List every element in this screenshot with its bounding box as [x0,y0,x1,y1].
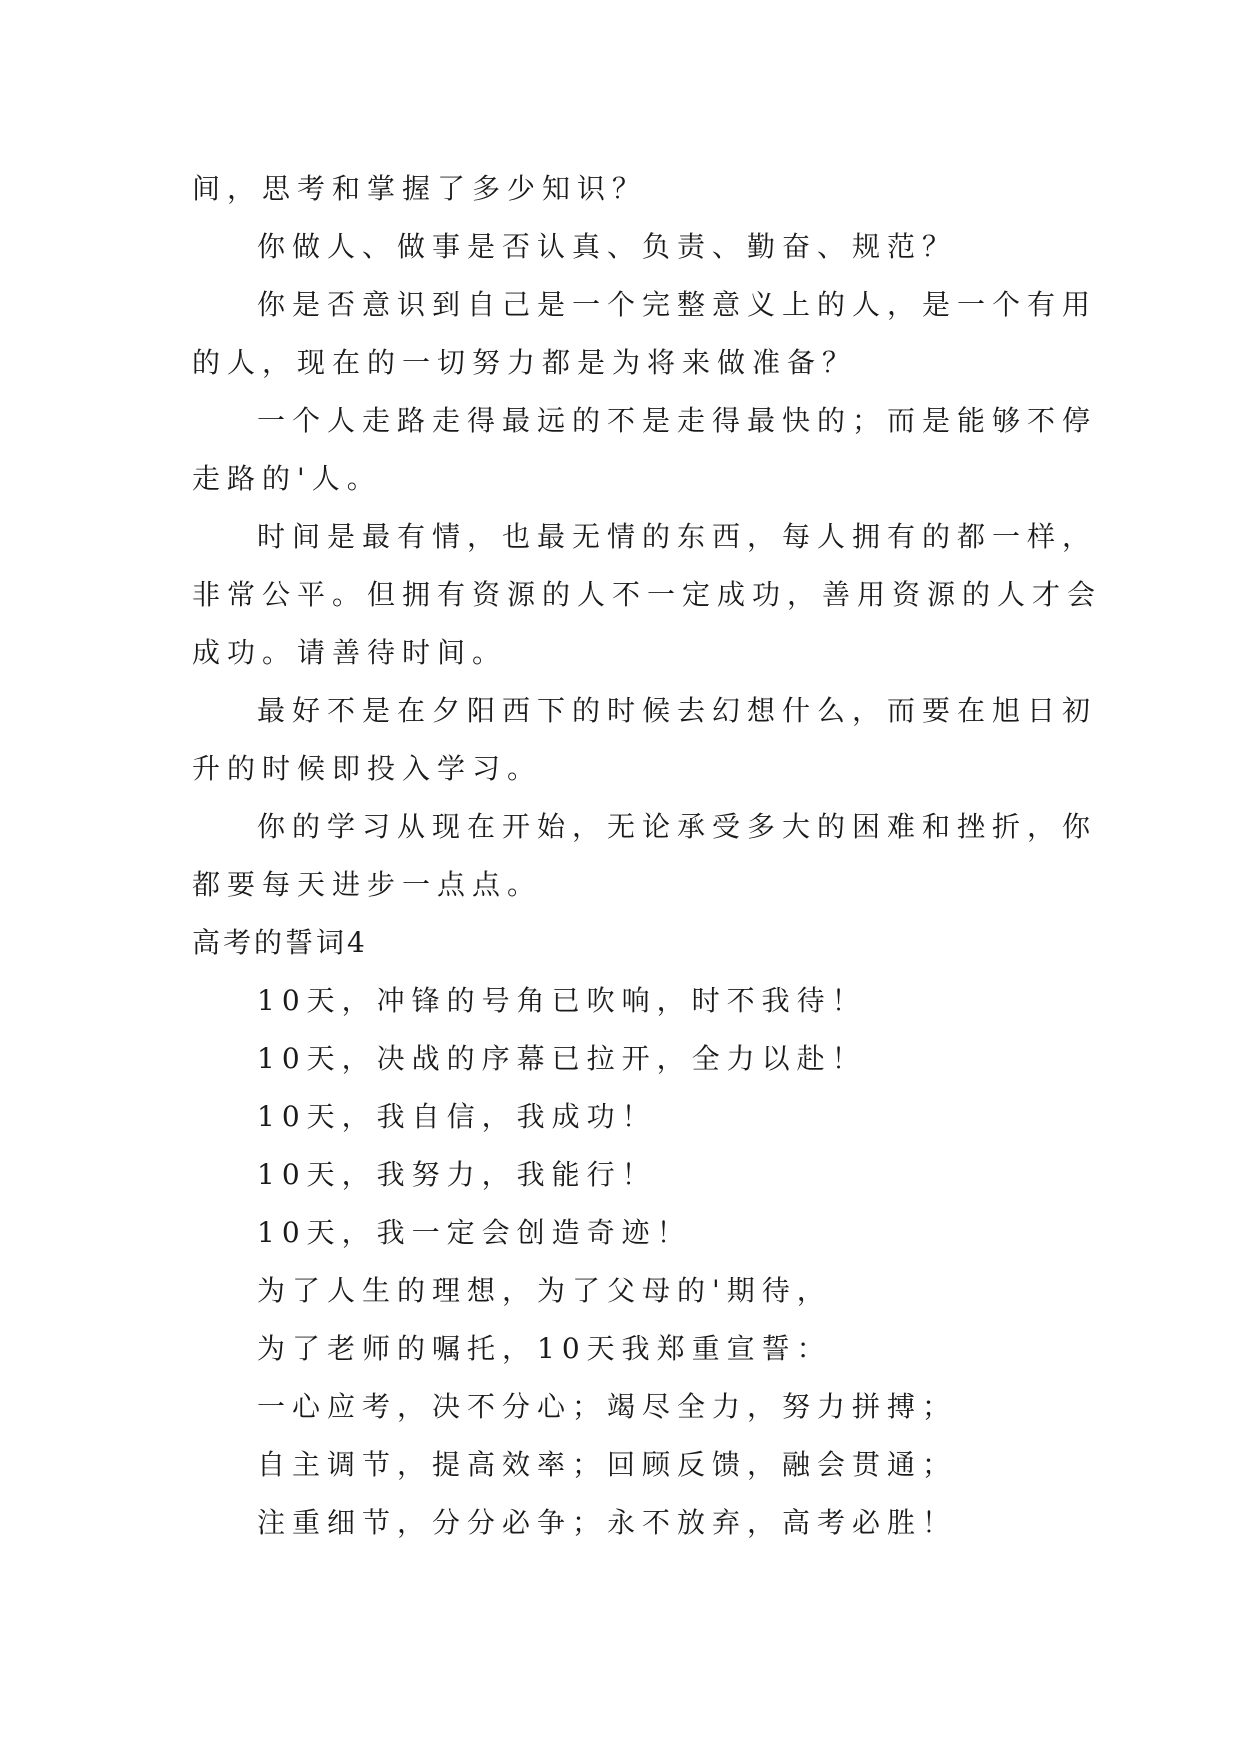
text-line: 为了老师的嘱托，10天我郑重宣誓： [257,1332,832,1365]
text-line: 一心应考，决不分心；竭尽全力，努力拼搏； [257,1390,958,1423]
text-line: 你的学习从现在开始，无论承受多大的困难和挫折，你 [257,810,1098,843]
text-line: 你是否意识到自己是一个完整意义上的人，是一个有用 [257,288,1098,321]
text-line: 10天，冲锋的号角已吹响，时不我待！ [257,984,867,1017]
text-line: 非常公平。但拥有资源的人不一定成功，善用资源的人才会 [192,578,1103,611]
text-line: 你做人、做事是否认真、负责、勤奋、规范？ [257,230,958,263]
text-line: 成功。请善待时间。 [192,636,508,669]
text-line: 的人，现在的一切努力都是为将来做准备？ [192,346,858,379]
text-line: 走路的'人。 [192,462,382,495]
text-line: 最好不是在夕阳西下的时候去幻想什么，而要在旭日初 [257,694,1098,727]
text-line: 都要每天进步一点点。 [192,868,543,901]
text-line: 时间是最有情，也最无情的东西，每人拥有的都一样， [257,520,1098,553]
text-line: 为了人生的理想，为了父母的'期待， [257,1274,832,1307]
text-line: 10天，决战的序幕已拉开，全力以赴！ [257,1042,867,1075]
text-line: 间，思考和掌握了多少知识？ [192,172,648,205]
text-line: 升的时候即投入学习。 [192,752,543,785]
text-line: 一个人走路走得最远的不是走得最快的；而是能够不停 [257,404,1098,437]
document-body [192,160,1103,1552]
text-line: 10天，我自信，我成功！ [257,1100,657,1133]
text-line: 10天，我努力，我能行！ [257,1158,657,1191]
section-heading: 高考的誓词4 [192,926,368,959]
text-line: 自主调节，提高效率；回顾反馈，融会贯通； [257,1448,958,1481]
text-line: 注重细节，分分必争；永不放弃，高考必胜！ [257,1506,958,1539]
text-line: 10天，我一定会创造奇迹！ [257,1216,692,1249]
